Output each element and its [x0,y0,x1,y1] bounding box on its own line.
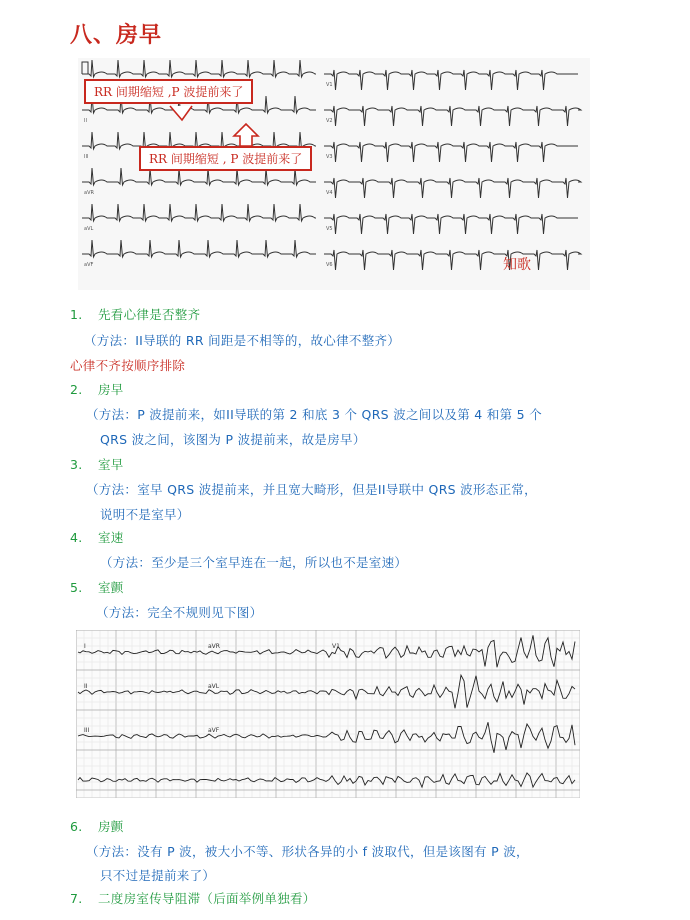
method-note-4: （方法：至少是三个室早连在一起，所以也不是室速） [100,555,408,570]
lead-label: V2 [326,118,333,124]
lead-label: I [84,643,86,650]
item-5 [70,578,124,596]
lead-label: III [84,154,89,160]
method-note-1: （方法：II导联的 RR 间距是不相等的，故心律不整齐） [84,333,401,348]
section-heading: 八、房早 [70,23,163,48]
lead-label: aVR [208,643,220,650]
lead-label: aVF [208,727,220,734]
lead-label: V3 [326,154,333,160]
lead-label: V5 [326,226,333,232]
item-6 [70,817,124,835]
lead-label: III [84,727,90,734]
item-3 [70,455,124,473]
item-title: 室速 [98,530,124,545]
lead-label: V6 [326,262,333,268]
method-note-3a: （方法：室早 QRS 波提前来，并且宽大畸形，但是II导联中 QRS 波形态正常， [86,482,537,497]
method-note-6b: 只不过是提前来了） [100,868,216,883]
ecg-vf-figure [76,630,580,798]
item-number: 2. [70,382,83,397]
item-number: 6. [70,819,83,834]
item-number: 3. [70,457,83,472]
item-4 [70,528,124,546]
method-note-2a: （方法：P 波提前来，如II导联的第 2 和底 3 个 QRS 波之间以及第 4 和第 5 个 [86,407,542,422]
rule-note: 心律不齐按顺序排除 [70,358,186,373]
item-number: 1. [70,307,83,322]
lead-label: II [84,118,87,124]
item-title: 房早 [98,382,124,397]
lead-label: aVF [84,262,94,268]
method-note-2b: QRS 波之间，该图为 P 波提前来，故是房早） [100,432,366,447]
lead-label: aVR [84,190,94,196]
item-7 [70,889,316,907]
item-number: 7. [70,891,83,906]
method-note-6a: （方法：没有 P 波，被大小不等、形状各异的小 f 波取代，但是该图有 P 波， [86,844,529,859]
item-title: 二度房室传导阻滞（后面举例单独看） [98,891,316,906]
lead-label: V1 [326,82,333,88]
item-1 [70,305,200,323]
item-2 [70,380,124,398]
annotation-callout-2: RR 间期缩短 , P 波提前来了 [139,146,312,171]
annotation-callout-1: RR 间期缩短 ,P 波提前来了 [84,79,253,104]
item-number: 5. [70,580,83,595]
lead-label: V4 [326,190,333,196]
item-title: 室早 [98,457,124,472]
watermark-text: 知歌 [503,257,531,273]
lead-label: V1 [332,643,340,650]
lead-label: II [84,683,88,690]
item-title: 室颤 [98,580,124,595]
method-note-3b: 说明不是室早） [100,507,190,522]
lead-label: aVL [84,226,94,232]
item-title: 先看心律是否整齐 [98,307,201,322]
item-number: 4. [70,530,83,545]
lead-label: aVL [208,683,220,690]
method-note-5: （方法：完全不规则见下图） [96,605,263,620]
item-title: 房颤 [98,819,124,834]
